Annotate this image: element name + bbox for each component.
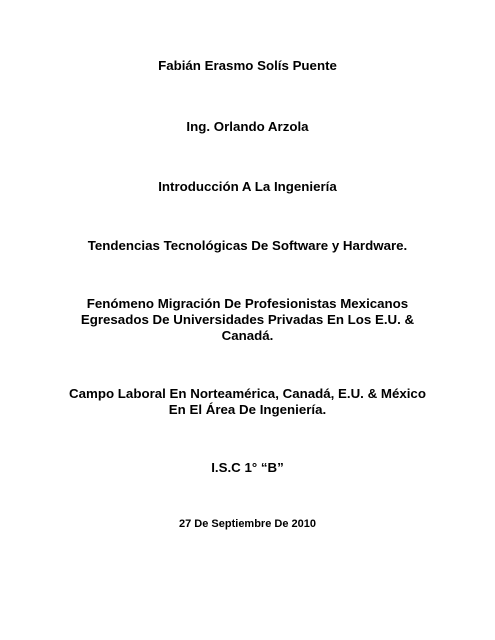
title-line-1: Fenómeno Migración De Profesionistas Mexicanos: [86, 296, 409, 311]
group-label: I.S.C 1° “B”: [211, 460, 284, 475]
title-line-2: Egresados De Universidades Privadas En Los E.U. &: [80, 312, 415, 327]
instructor-name: Ing. Orlando Arzola: [186, 119, 309, 134]
title-line-3: Canadá.: [221, 328, 274, 343]
document-date: 27 De Septiembre De 2010: [179, 518, 316, 530]
topic-title: Tendencias Tecnológicas De Software y Hardware.: [87, 238, 408, 253]
subtitle-line-1: Campo Laboral En Norteamérica, Canadá, E.U. & México: [69, 386, 426, 401]
subtitle-line-2: En El Área De Ingeniería.: [168, 402, 327, 417]
author-name: Fabián Erasmo Solís Puente: [158, 58, 337, 73]
course-name: Introducción A La Ingeniería: [158, 179, 337, 194]
